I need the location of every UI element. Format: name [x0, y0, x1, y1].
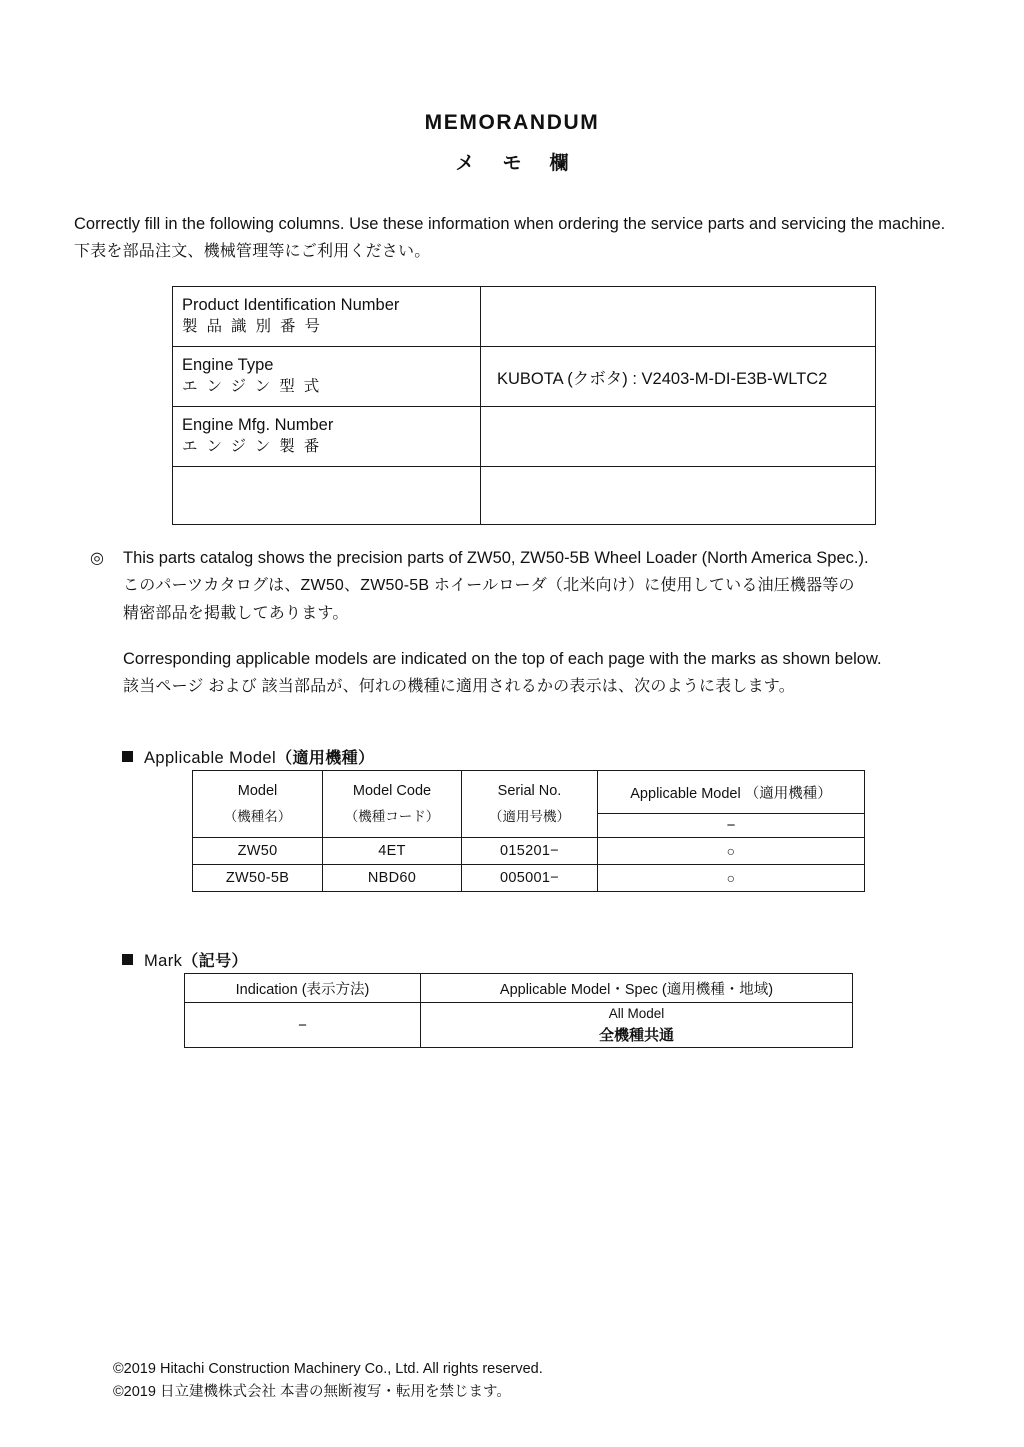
cell-model: ZW50-5B	[193, 865, 323, 892]
footer-copyright	[113, 1358, 543, 1404]
applicable-model-table	[192, 770, 865, 892]
memorandum-table	[172, 286, 876, 525]
section-heading-en: Applicable Model	[144, 749, 277, 767]
table-header-row	[193, 771, 865, 814]
table-row	[193, 838, 865, 865]
intro-line-japanese: 下表を部品注文、機械管理等にご利用ください。	[74, 243, 431, 260]
column-header-applicable-spec: Applicable Model・Spec (適用機種・地域)	[421, 974, 853, 1003]
page-title-english: MEMORANDUM	[424, 111, 600, 134]
column-header-en: Serial No.	[497, 783, 562, 799]
catalog-note-body	[123, 544, 990, 628]
section-heading-applicable-model	[122, 745, 374, 768]
models-note-line-japanese: 該当ページ および 該当部品が、何れの機種に適用されるかの表示は、次のように表します。	[123, 678, 795, 695]
copyright-line-english: ©2019 Hitachi Construction Machinery Co., Ltd. All rights reserved.	[113, 1361, 543, 1377]
intro-line-english: Correctly fill in the following columns. Use these information when ordering the service parts and servicing the machine.	[74, 215, 946, 233]
memo-label-en: Product Identification Number	[182, 296, 400, 314]
column-header-model-code	[323, 771, 462, 838]
section-heading-en: Mark	[144, 952, 183, 970]
memo-label-product-id	[173, 287, 481, 347]
column-header-model	[193, 771, 323, 838]
double-circle-icon: ◎	[90, 550, 104, 567]
memo-label-en: Engine Type	[182, 356, 274, 374]
cell-serial-no: 005001−	[462, 865, 598, 892]
column-header-jp: （機種名）	[223, 809, 292, 824]
memo-value-blank[interactable]	[481, 467, 876, 525]
catalog-note-line-japanese-1: このパーツカタログは、ZW50、ZW50-5B ホイールローダ（北米向け）に使用している油圧機器等の	[123, 577, 855, 594]
cell-applicable-mark: ○	[598, 838, 865, 865]
cell-applicable-mark: ○	[598, 865, 865, 892]
mark-table	[184, 973, 853, 1048]
table-row	[173, 287, 876, 347]
cell-serial-no: 015201−	[462, 838, 598, 865]
table-row	[173, 407, 876, 467]
catalog-note-line-japanese-2: 精密部品を掲載してあります。	[123, 605, 349, 622]
filled-square-icon	[122, 751, 133, 762]
filled-square-icon	[122, 954, 133, 965]
catalog-note-line-english: This parts catalog shows the precision parts of ZW50, ZW50-5B Wheel Loader (North America Spec.).	[123, 549, 869, 567]
section-heading-jp: （記号）	[182, 953, 248, 970]
memo-value-engine-mfg-number[interactable]	[481, 407, 876, 467]
memo-value-engine-type[interactable]: KUBOTA (クボタ) : V2403-M-DI-E3B-WLTC2	[481, 347, 876, 407]
column-subheader-applicable-mark: −	[598, 814, 865, 838]
memo-label-jp: 製品識別番号	[182, 318, 330, 335]
cell-spec-en: All Model	[608, 1006, 665, 1021]
column-header-indication: Indication (表示方法)	[185, 974, 421, 1003]
column-header-en: Model	[237, 783, 278, 799]
memo-label-engine-type	[173, 347, 481, 407]
table-row	[185, 1003, 853, 1048]
table-header-row	[185, 974, 853, 1003]
catalog-note	[90, 544, 990, 628]
column-header-applicable-model: Applicable Model （適用機種）	[598, 771, 865, 814]
column-header-en: Model Code	[352, 783, 432, 799]
table-row	[173, 347, 876, 407]
cell-indication-mark: −	[185, 1003, 421, 1048]
models-note-line-english: Corresponding applicable models are indicated on the top of each page with the marks as shown below.	[123, 650, 882, 668]
column-header-jp: （機種コード）	[344, 809, 440, 824]
intro-paragraph	[74, 211, 994, 265]
cell-model-code: 4ET	[323, 838, 462, 865]
memo-label-jp: エンジン型式	[182, 378, 329, 395]
column-header-serial-no	[462, 771, 598, 838]
memo-label-en: Engine Mfg. Number	[182, 416, 334, 434]
page-title-japanese: メモ欄	[455, 153, 597, 174]
memo-label-jp: エンジン製番	[182, 438, 329, 455]
section-heading-mark	[122, 948, 248, 971]
section-heading-jp: （適用機種）	[276, 750, 375, 767]
cell-applicable-spec	[421, 1003, 853, 1048]
memo-value-product-id[interactable]	[481, 287, 876, 347]
column-header-jp: （適用号機）	[489, 809, 570, 824]
models-note	[123, 645, 1003, 701]
cell-spec-jp: 全機種共通	[598, 1027, 674, 1044]
memo-label-engine-mfg-number	[173, 407, 481, 467]
table-row	[173, 467, 876, 525]
cell-model-code: NBD60	[323, 865, 462, 892]
cell-model: ZW50	[193, 838, 323, 865]
copyright-line-japanese: ©2019 日立建機株式会社 本書の無断複写・転用を禁じます。	[113, 1384, 511, 1400]
table-row	[193, 865, 865, 892]
memo-label-blank[interactable]	[173, 467, 481, 525]
